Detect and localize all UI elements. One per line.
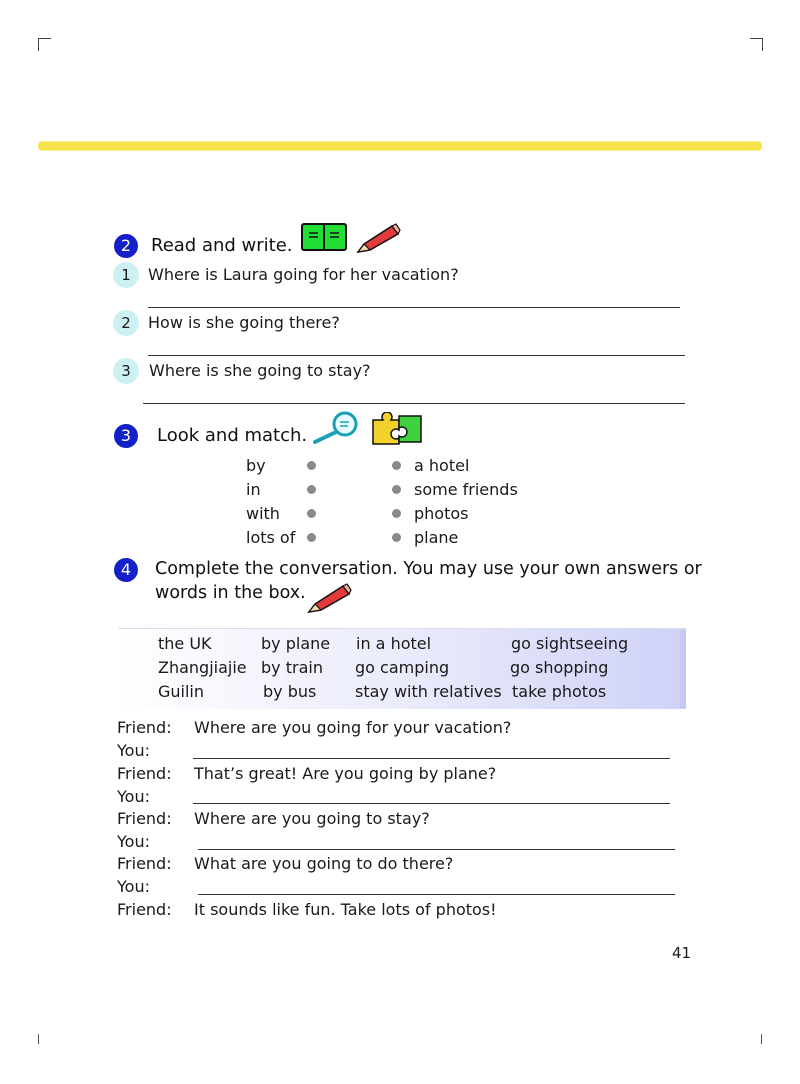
match-left-in: in xyxy=(246,480,261,499)
word-go-camping: go camping xyxy=(355,658,450,677)
conv-speaker-9: Friend: xyxy=(117,900,172,919)
crop-mark-top-left xyxy=(38,38,51,51)
page-number: 41 xyxy=(672,944,692,962)
answer-line-3[interactable] xyxy=(143,403,685,404)
match-right-a-hotel: a hotel xyxy=(414,456,470,475)
conv-speaker-7: Friend: xyxy=(117,854,172,873)
pencil-icon xyxy=(356,222,402,258)
question-1-text: Where is Laura going for her vacation? xyxy=(148,265,459,284)
conv-answer-line-4[interactable] xyxy=(198,894,675,895)
question-2-text: How is she going there? xyxy=(148,313,340,332)
match-left-with: with xyxy=(246,504,280,523)
match-dot-right-3[interactable] xyxy=(392,509,401,518)
question-1-number: 1 xyxy=(113,262,139,288)
crop-mark-bottom-left xyxy=(38,1034,39,1044)
word-stay-with-relatives: stay with relatives xyxy=(355,682,502,701)
crop-mark-top-right xyxy=(750,38,763,51)
section-2-title: Read and write. xyxy=(151,235,293,256)
conv-speaker-5: Friend: xyxy=(117,809,172,828)
conv-text-5: Where are you going to stay? xyxy=(194,809,430,828)
conv-speaker-6: You: xyxy=(117,832,150,851)
conv-text-3: That’s great! Are you going by plane? xyxy=(194,764,497,783)
match-dot-left-2[interactable] xyxy=(307,485,316,494)
conv-text-7: What are you going to do there? xyxy=(194,854,454,873)
word-by-bus: by bus xyxy=(263,682,317,701)
conv-answer-line-2[interactable] xyxy=(193,803,670,804)
question-2-number: 2 xyxy=(113,310,139,336)
conv-speaker-1: Friend: xyxy=(117,718,172,737)
conv-speaker-3: Friend: xyxy=(117,764,172,783)
word-in-a-hotel: in a hotel xyxy=(356,634,432,653)
answer-line-2[interactable] xyxy=(148,355,685,356)
section-2-number: 2 xyxy=(114,234,138,258)
match-left-by: by xyxy=(246,456,266,475)
pencil-icon xyxy=(307,582,353,618)
match-right-plane: plane xyxy=(414,528,459,547)
word-guilin: Guilin xyxy=(158,682,205,701)
conv-speaker-4: You: xyxy=(117,787,150,806)
puzzle-icon xyxy=(371,412,423,450)
question-3-text: Where is she going to stay? xyxy=(149,361,371,380)
section-4-title-line-2: words in the box. xyxy=(155,583,306,603)
match-left-lots-of: lots of xyxy=(246,528,296,547)
match-dot-right-2[interactable] xyxy=(392,485,401,494)
section-3-number: 3 xyxy=(114,424,138,448)
conv-text-9: It sounds like fun. Take lots of photos! xyxy=(194,900,497,919)
crop-mark-bottom-right xyxy=(761,1034,762,1044)
match-dot-right-1[interactable] xyxy=(392,461,401,470)
word-zhangjiajie: Zhangjiajie xyxy=(158,658,247,677)
match-dot-left-1[interactable] xyxy=(307,461,316,470)
section-4-number: 4 xyxy=(114,558,138,582)
match-right-some-friends: some friends xyxy=(414,480,518,499)
match-right-photos: photos xyxy=(414,504,469,523)
word-take-photos: take photos xyxy=(512,682,607,701)
conv-answer-line-1[interactable] xyxy=(193,758,670,759)
word-go-shopping: go shopping xyxy=(510,658,609,677)
match-dot-left-3[interactable] xyxy=(307,509,316,518)
word-by-train: by train xyxy=(261,658,323,677)
conv-answer-line-3[interactable] xyxy=(198,849,675,850)
conv-text-1: Where are you going for your vacation? xyxy=(194,718,512,737)
yellow-highlight-band xyxy=(38,142,762,150)
word-box-edge xyxy=(680,630,686,708)
word-by-plane: by plane xyxy=(261,634,331,653)
section-4-title-line-1: Complete the conversation. You may use your own answers or xyxy=(155,559,702,579)
answer-line-1[interactable] xyxy=(148,307,680,308)
conv-speaker-8: You: xyxy=(117,877,150,896)
conv-speaker-2: You: xyxy=(117,741,150,760)
word-the-uk: the UK xyxy=(158,634,212,653)
word-go-sightseeing: go sightseeing xyxy=(511,634,629,653)
match-dot-left-4[interactable] xyxy=(307,533,316,542)
question-3-number: 3 xyxy=(113,358,139,384)
book-icon xyxy=(301,222,347,256)
magnifier-icon xyxy=(311,410,361,450)
section-3-title: Look and match. xyxy=(157,425,308,446)
match-dot-right-4[interactable] xyxy=(392,533,401,542)
